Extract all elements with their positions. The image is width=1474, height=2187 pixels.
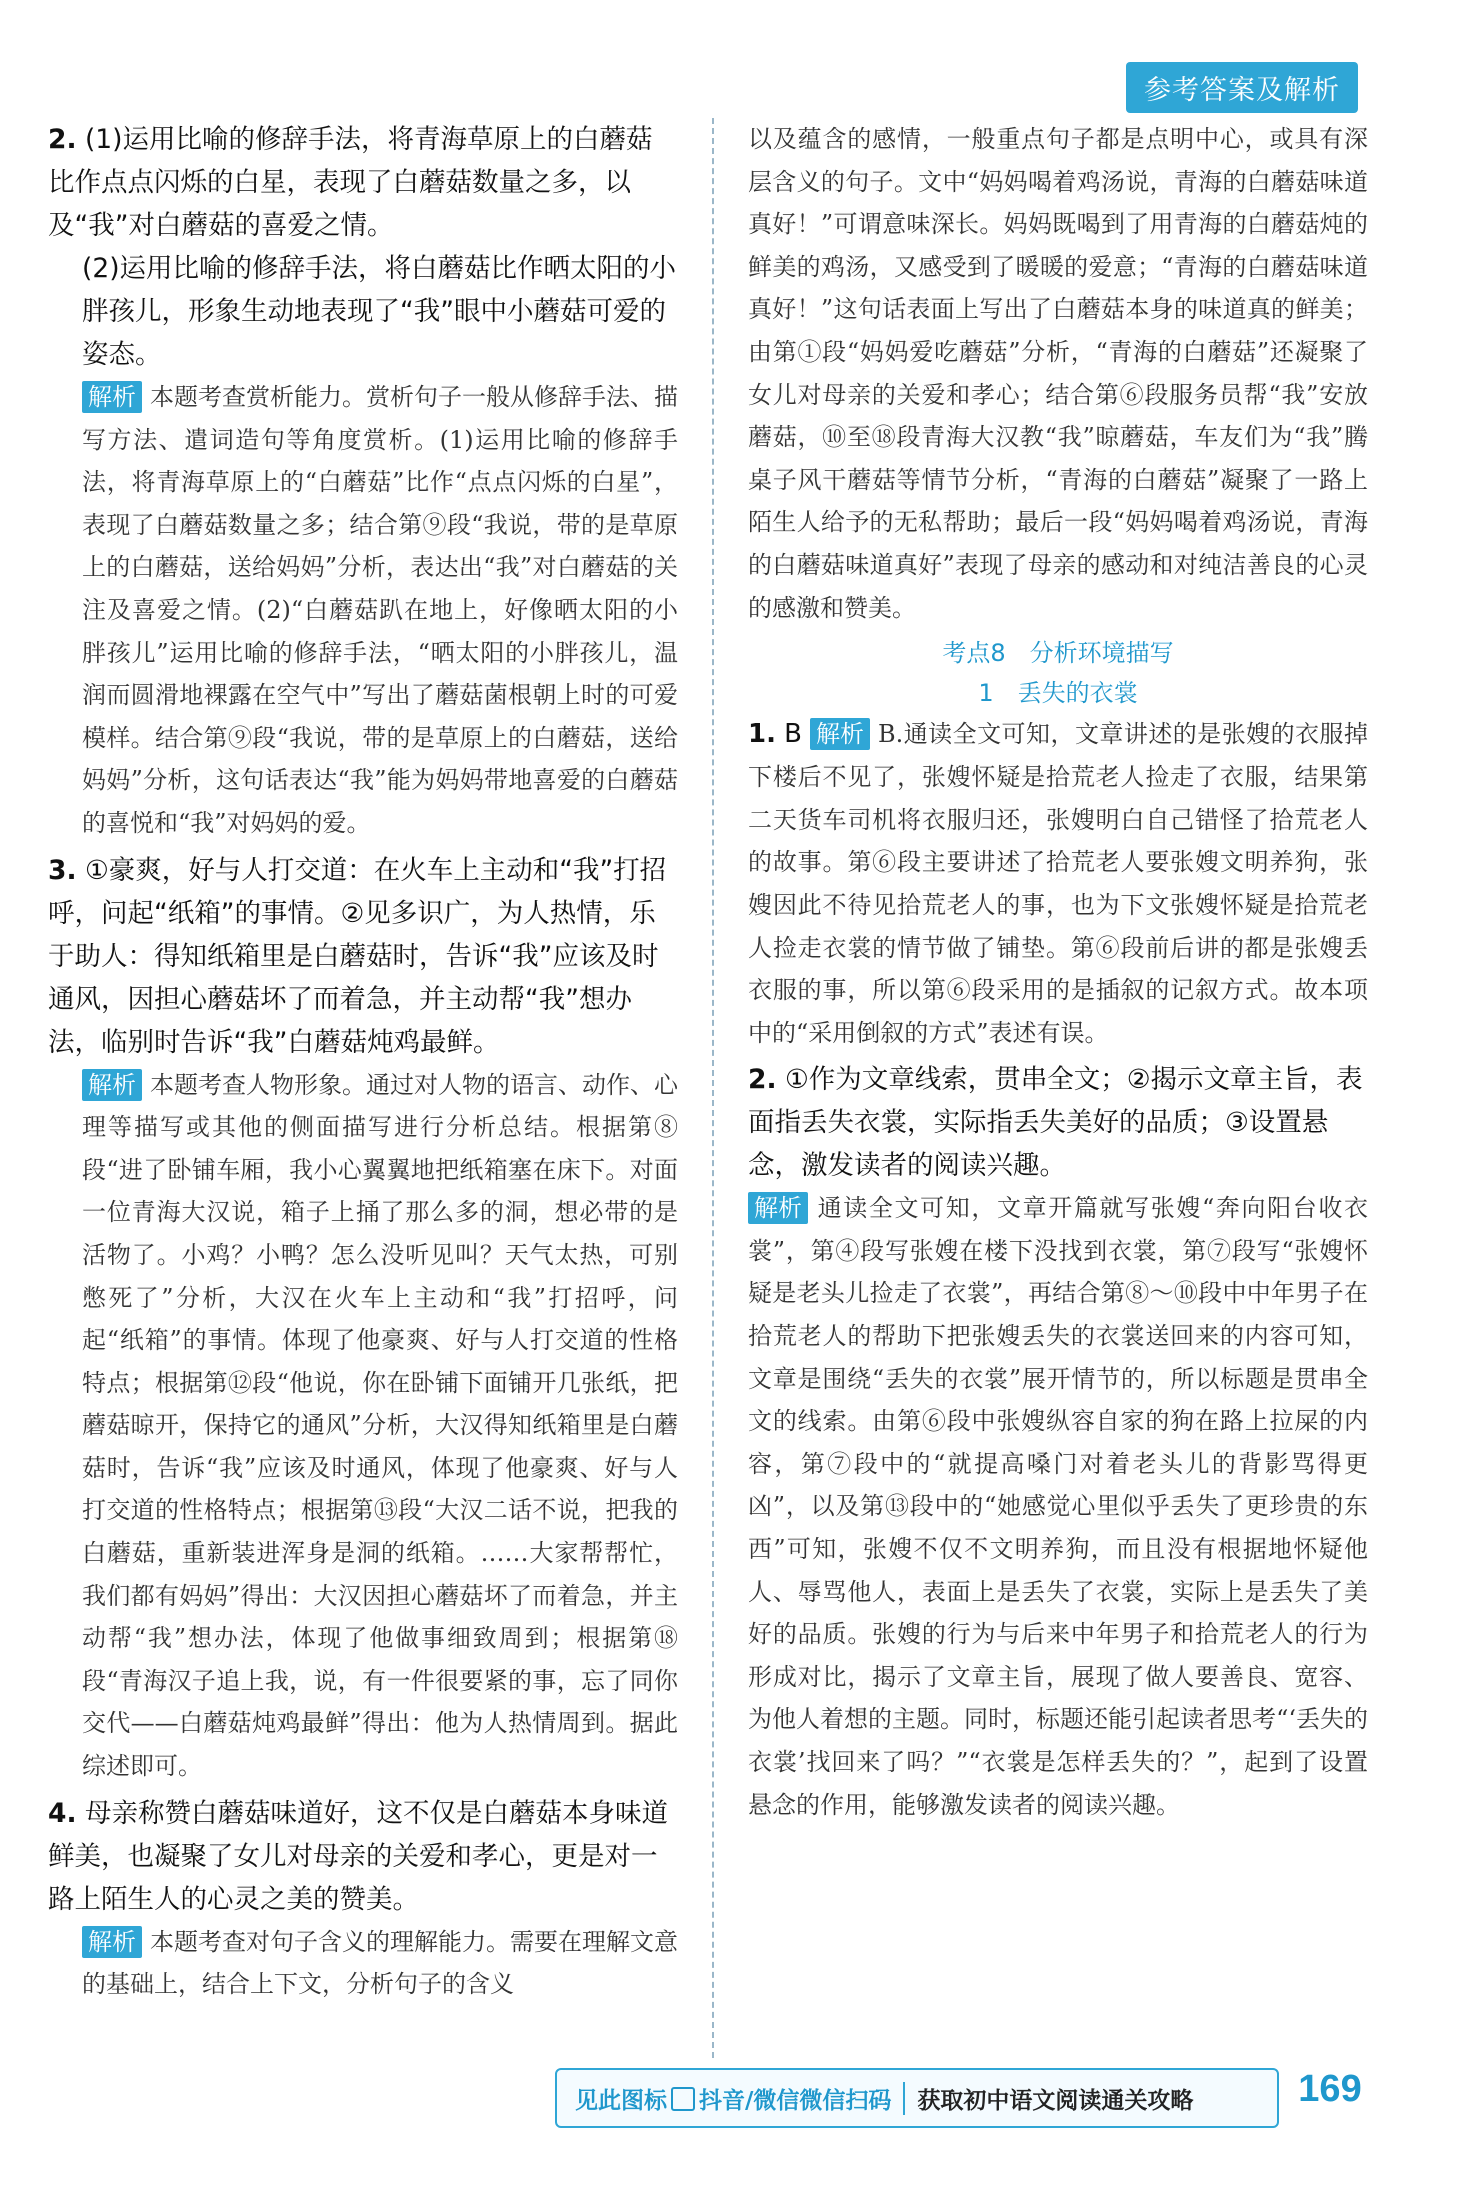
footer-right-text: 获取初中语文阅读通关攻略: [917, 2087, 1194, 2114]
r-q2-number: 2.: [748, 1064, 777, 1096]
q4-analysis-text: 本题考查对句子含义的理解能力。需要在理解文意的基础上，结合上下文，分析句子的含义: [82, 1927, 678, 1999]
header-section-tag: 参考答案及解析: [1126, 62, 1358, 113]
right-column: [748, 118, 1368, 1830]
left-column: [48, 118, 678, 2010]
r-q2-answer: [748, 1058, 1368, 1187]
scan-icon: [671, 2087, 695, 2111]
q4-answer-text: 母亲称赞白蘑菇味道好，这不仅是白蘑菇本身味道鲜美，也凝聚了女儿对母亲的关爱和孝心，更是对一路上陌生人的心灵之美的赞美。: [48, 1797, 668, 1915]
analysis-tag: 解析: [82, 1069, 142, 1101]
q3-answer-text: ①豪爽，好与人打交道：在火车上主动和“我”打招呼，问起“纸箱”的事情。②见多识广，为人热情，乐于助人：得知纸箱里是白蘑菇时，告诉“我”应该及时通风，因担心蘑菇坏了而着急，并主动帮“我”想办法，临别时告诉“我”白蘑菇炖鸡最鲜。: [48, 854, 667, 1058]
analysis-tag: 解析: [810, 718, 870, 750]
q3-analysis-text: 本题考查人物形象。通过对人物的语言、动作、心理等描写或其他的侧面描写进行分析总结。根据第⑧段“进了卧铺车厢，我小心翼翼地把纸箱塞在床下。对面一位青海大汉说，箱子上捅了那么多的洞，想必带的是活物了。小鸡？小鸭？怎么没听见叫？天气太热，可别憋死了”分析，大汉在火车上主动和“我”打招呼，问起“纸箱”的事情。体现了他豪爽、好与人打交道的性格特点；根据第⑫段“他说，你在卧铺下面铺开几张纸，把蘑菇晾开，保持它的通风”分析，大汉得知纸箱里是白蘑菇时，告诉“我”应该及时通风，体现了他豪爽、好与人打交道的性格特点；根据第⑬段“大汉二话不说，把我的白蘑菇，重新装进浑身是洞的纸箱。……大家帮帮忙，我们都有妈妈”得出：大汉因担心蘑菇坏了而着急，并主动帮“我”想办法，体现了他做事细致周到；根据第⑱段“青海汉子追上我，说，有一件很要紧的事，忘了同你交代——白蘑菇炖鸡最鲜”得出：他为人热情周到。据此综述即可。: [82, 1070, 678, 1781]
q2-analysis-text: 本题考查赏析能力。赏析句子一般从修辞手法、描写方法、遣词造句等角度赏析。(1)运用比喻的修辞手法，将青海草原上的“白蘑菇”比作“点点闪烁的白星”，表现了白蘑菇数量之多；结合第⑨段“我说，带的是草原上的白蘑菇，送给妈妈”分析，表达出“我”对白蘑菇的关注及喜爱之情。(2)“白蘑菇趴在地上，好像晒太阳的小胖孩儿”运用比喻的修辞手法，“晒太阳的小胖孩儿，温润而圆滑地裸露在空气中”写出了蘑菇菌根朝上时的可爱模样。结合第⑨段“我说，带的是草原上的白蘑菇，送给妈妈”分析，这句话表达“我”能为妈妈带地喜爱的白蘑菇的喜悦和“我”对妈妈的爱。: [82, 383, 678, 837]
q4-number: 4.: [48, 1797, 77, 1829]
q2-answer-2: (2)运用比喻的修辞手法，将白蘑菇比作晒太阳的小胖孩儿，形象生动地表现了“我”眼中小蘑菇可爱的姿态。: [82, 253, 677, 370]
r-q2-analysis-text: 通读全文可知，文章开篇就写张嫂“奔向阳台收衣裳”，第④段写张嫂在楼下没找到衣裳，第⑦段写“张嫂怀疑是老头儿捡走了衣裳”，再结合第⑧～⑩段中中年男子在拾荒老人的帮助下把张嫂丢失的衣裳送回来的内容可知，文章是围绕“丢失的衣裳”展开情节的，所以标题是贯串全文的线索。由第⑥段中张嫂纵容自家的狗在路上拉屎的内容，第⑦段中的“就提高嗓门对着老头儿的背影骂得更凶”，以及第⑬段中的“她感觉心里似乎丢失了更珍贵的东西”可知，张嫂不仅不文明养狗，而且没有根据地怀疑他人、辱骂他人，表面上是丢失了衣裳，实际上是丢失了美好的品质。张嫂的行为与后来中年男子和拾荒老人的行为形成对比，揭示了文章主旨，展现了做人要善良、宽容、为他人着想的主题。同时，标题还能引起读者思考“‘丢失的衣裳’找回来了吗？”“衣裳是怎样丢失的？”，起到了设置悬念的作用，能够激发读者的阅读兴趣。: [748, 1194, 1368, 1819]
column-divider: [712, 118, 714, 2058]
q2-answer-1: (1)运用比喻的修辞手法，将青海草原上的白蘑菇比作点点闪烁的白星，表现了白蘑菇数量之多，以及“我”对白蘑菇的喜爱之情。: [48, 124, 653, 241]
footer-scan-hint: [557, 2082, 905, 2115]
q3-analysis: [48, 1064, 678, 1788]
q4-analysis: [48, 1921, 678, 2006]
q4-analysis-continued: 以及蕴含的感情，一般重点句子都是点明中心，或具有深层含义的句子。文中“妈妈喝着鸡汤说，青海的白蘑菇味道真好！”可谓意味深长。妈妈既喝到了用青海的白蘑菇炖的鲜美的鸡汤，又感受到了暖暖的爱意；“青海的白蘑菇味道真好！”这句话表面上写出了白蘑菇本身的味道真的鲜美；由第①段“妈妈爱吃蘑菇”分析，“青海的白蘑菇”还凝聚了女儿对母亲的关爱和孝心；结合第⑥段服务员帮“我”安放蘑菇，⑩至⑱段青海大汉教“我”晾蘑菇，车友们为“我”腾桌子风干蘑菇等情节分析，“青海的白蘑菇”凝聚了一路上陌生人给予的无私帮助；最后一段“妈妈喝着鸡汤说，青海的白蘑菇味道真好”表现了母亲的感动和对纯洁善良的心灵的感激和赞美。: [748, 125, 1368, 622]
q4-answer: [48, 1792, 678, 1921]
analysis-tag: 解析: [748, 1192, 808, 1224]
r-q1-analysis-text: B.通读全文可知，文章讲述的是张嫂的衣服掉下楼后不见了，张嫂怀疑是拾荒老人捡走了衣服，结果第二天货车司机将衣服归还，张嫂明白自己错怪了拾荒老人的故事。第⑥段主要讲述了拾荒老人要张嫂文明养狗，张嫂因此不待见拾荒老人的事，也为下文张嫂怀疑是拾荒老人捡走衣裳的情节做了铺垫。第⑥段前后讲的都是张嫂丢衣服的事，所以第⑥段采用的是插叙的记叙方式。故本项中的“采用倒叙的方式”表述有误。: [748, 720, 1368, 1047]
footer-mid-text: 抖音/微信微信扫码: [699, 2087, 892, 2114]
r-q2-answer-text: ①作为文章线索，贯串全文；②揭示文章主旨，表面指丢失衣裳，实际指丢失美好的品质；③设置悬念，激发读者的阅读兴趣。: [748, 1064, 1363, 1182]
q2-number: 2.: [48, 124, 77, 155]
r-q2-analysis: [748, 1187, 1368, 1826]
r-q1: [748, 713, 1368, 1054]
footer-banner[interactable]: [555, 2068, 1279, 2128]
r-q1-answer: B: [784, 719, 802, 750]
q3-number: 3.: [48, 854, 77, 886]
r-q1-number: 1.: [748, 719, 776, 750]
section-title: 考点8 分析环境描写: [942, 639, 1174, 668]
q2-answer: [48, 118, 678, 247]
footer-left-text: 见此图标: [575, 2087, 667, 2114]
q3-answer: [48, 849, 678, 1064]
analysis-tag: 解析: [82, 1926, 142, 1958]
analysis-tag: 解析: [82, 381, 142, 413]
page-number: 169: [1298, 2068, 1362, 2110]
subsection-title: 1 丢失的衣裳: [978, 679, 1138, 708]
q2-analysis: [48, 376, 678, 845]
